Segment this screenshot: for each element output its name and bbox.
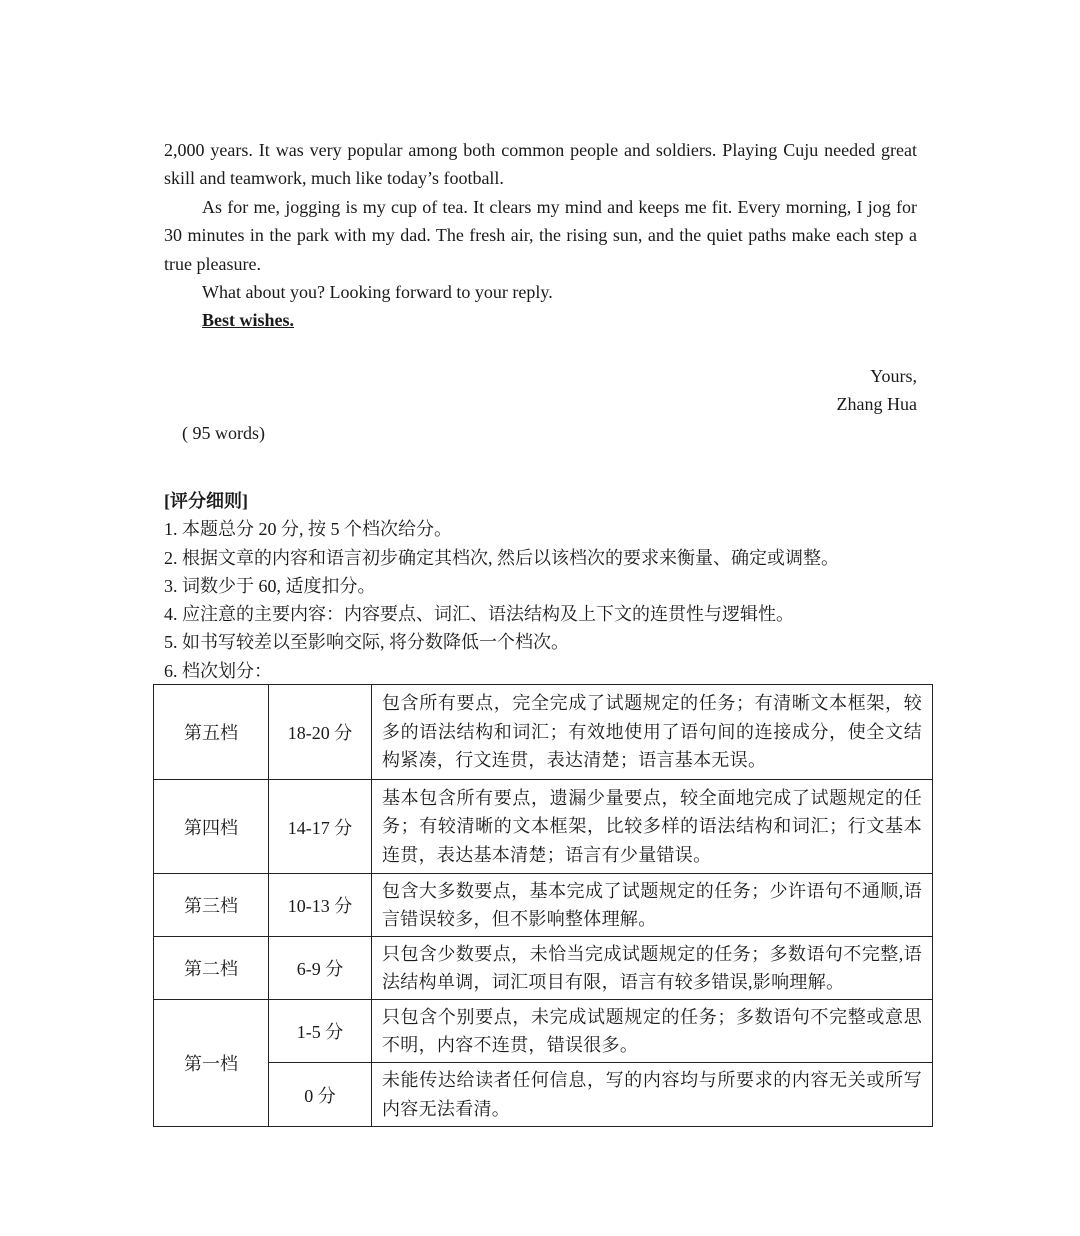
grade-description: 未能传达给读者任何信息，写的内容均与所要求的内容无关或所写内容无法看清。 — [372, 1063, 933, 1127]
letter-signoff — [837, 362, 917, 419]
grade-description: 只包含少数要点，未恰当完成试题规定的任务；多数语句不完整,语法结构单调，词汇项目有限，语言有较多错误,影响理解。 — [372, 937, 933, 1000]
grade-score: 14-17 分 — [269, 780, 372, 874]
rule-item: 2. 根据文章的内容和语言初步确定其档次, 然后以该档次的要求来衡量、确定或调整。 — [164, 547, 839, 568]
rule-item: 4. 应注意的主要内容：内容要点、词汇、语法结构及上下文的连贯性与逻辑性。 — [164, 604, 794, 625]
rule-item: 3. 词数少于 60, 适度扣分。 — [164, 575, 376, 596]
signoff-line: Yours, — [870, 366, 917, 386]
table-row — [154, 780, 933, 874]
grade-score: 6-9 分 — [269, 937, 372, 1000]
signature-name: Zhang Hua — [836, 394, 917, 415]
grade-description: 包含所有要点，完全完成了试题规定的任务；有清晰文本框架，较多的语法结构和词汇；有效地使用了语句间的连接成分，使全文结构紧凑，行文连贯，表达清楚；语言基本无误。 — [372, 685, 933, 780]
grade-level: 第五档 — [154, 685, 269, 780]
table-row — [154, 874, 933, 937]
grade-score: 0 分 — [269, 1063, 372, 1127]
grade-description: 包含大多数要点，基本完成了试题规定的任务；少许语句不通顺,语言错误较多，但不影响整体理解。 — [372, 874, 933, 937]
grade-score: 10-13 分 — [269, 874, 372, 937]
grade-level: 第四档 — [154, 780, 269, 874]
grade-level: 第三档 — [154, 874, 269, 937]
grade-description: 基本包含所有要点，遗漏少量要点，较全面地完成了试题规定的任务；有较清晰的文本框架，比较多样的语法结构和词汇；行文基本连贯，表达基本清楚；语言有少量错误。 — [372, 780, 933, 874]
table-row — [154, 685, 933, 780]
scoring-rules — [164, 487, 924, 685]
grade-table — [153, 684, 933, 1127]
rule-item: 1. 本题总分 20 分, 按 5 个档次给分。 — [164, 519, 452, 540]
letter-closing: Best wishes. — [202, 310, 295, 331]
grade-score: 18-20 分 — [269, 685, 372, 780]
essay-paragraph: What about you? Looking forward to your reply. — [202, 282, 553, 303]
rule-item: 6. 档次划分： — [164, 660, 272, 681]
table-row — [154, 1000, 933, 1063]
essay-body — [164, 136, 917, 335]
rule-item: 5. 如书写较差以至影响交际, 将分数降低一个档次。 — [164, 632, 569, 653]
rules-heading: [评分细则] — [164, 491, 248, 511]
grade-score: 1-5 分 — [269, 1000, 372, 1063]
word-count: ( 95 words) — [182, 423, 265, 443]
grade-description: 只包含个别要点，未完成试题规定的任务；多数语句不完整或意思不明，内容不连贯，错误很多。 — [372, 1000, 933, 1063]
table-row — [154, 937, 933, 1000]
essay-paragraph: 2,000 years. It was very popular among both common people and soldiers. Playing Cuju needed great skill and teamwork, much like today’s football. — [164, 140, 917, 189]
essay-paragraph: As for me, jogging is my cup of tea. It clears my mind and keeps me fit. Every morning, I jog for 30 minutes in the park with my dad. The fresh air, the rising sun, and the quiet paths make each step a true pleasure. — [164, 196, 917, 274]
grade-level: 第一档 — [154, 1000, 269, 1127]
table-row — [154, 1063, 933, 1127]
grade-level: 第二档 — [154, 937, 269, 1000]
